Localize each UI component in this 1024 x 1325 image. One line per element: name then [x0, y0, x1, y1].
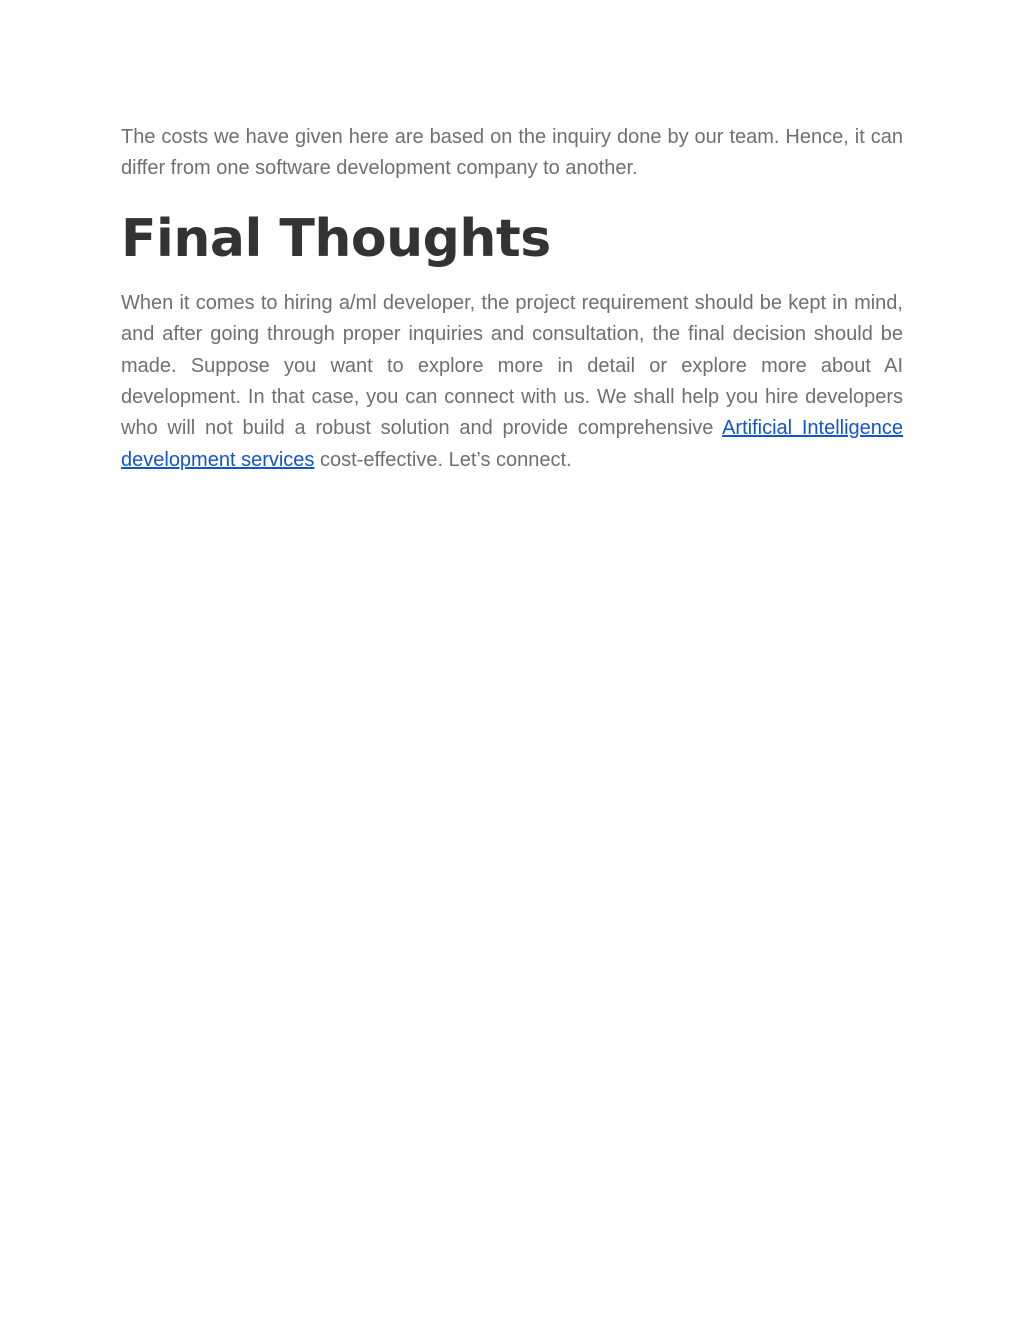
final-thoughts-paragraph [121, 288, 903, 476]
document-page [121, 122, 903, 476]
paragraph-text-before-link: When it comes to hiring a/ml developer, the project requirement should be kept in mind, and after going through proper inquiries and consultation, the final decision should be made. Suppose you want to explore more in detail or explore more about AI development. In that case, you can connect with us. We shall help you hire developers who will not build a robust solution and provide comprehensive [121, 291, 903, 440]
paragraph-text-after-link: cost-effective. Let’s connect. [314, 448, 572, 471]
intro-paragraph: The costs we have given here are based on the inquiry done by our team. Hence, it can differ from one software development company to another. [121, 126, 903, 180]
section-heading: Final Thoughts [121, 208, 551, 269]
ai-development-services-link[interactable]: Artificial Intelligence development services [121, 417, 904, 471]
